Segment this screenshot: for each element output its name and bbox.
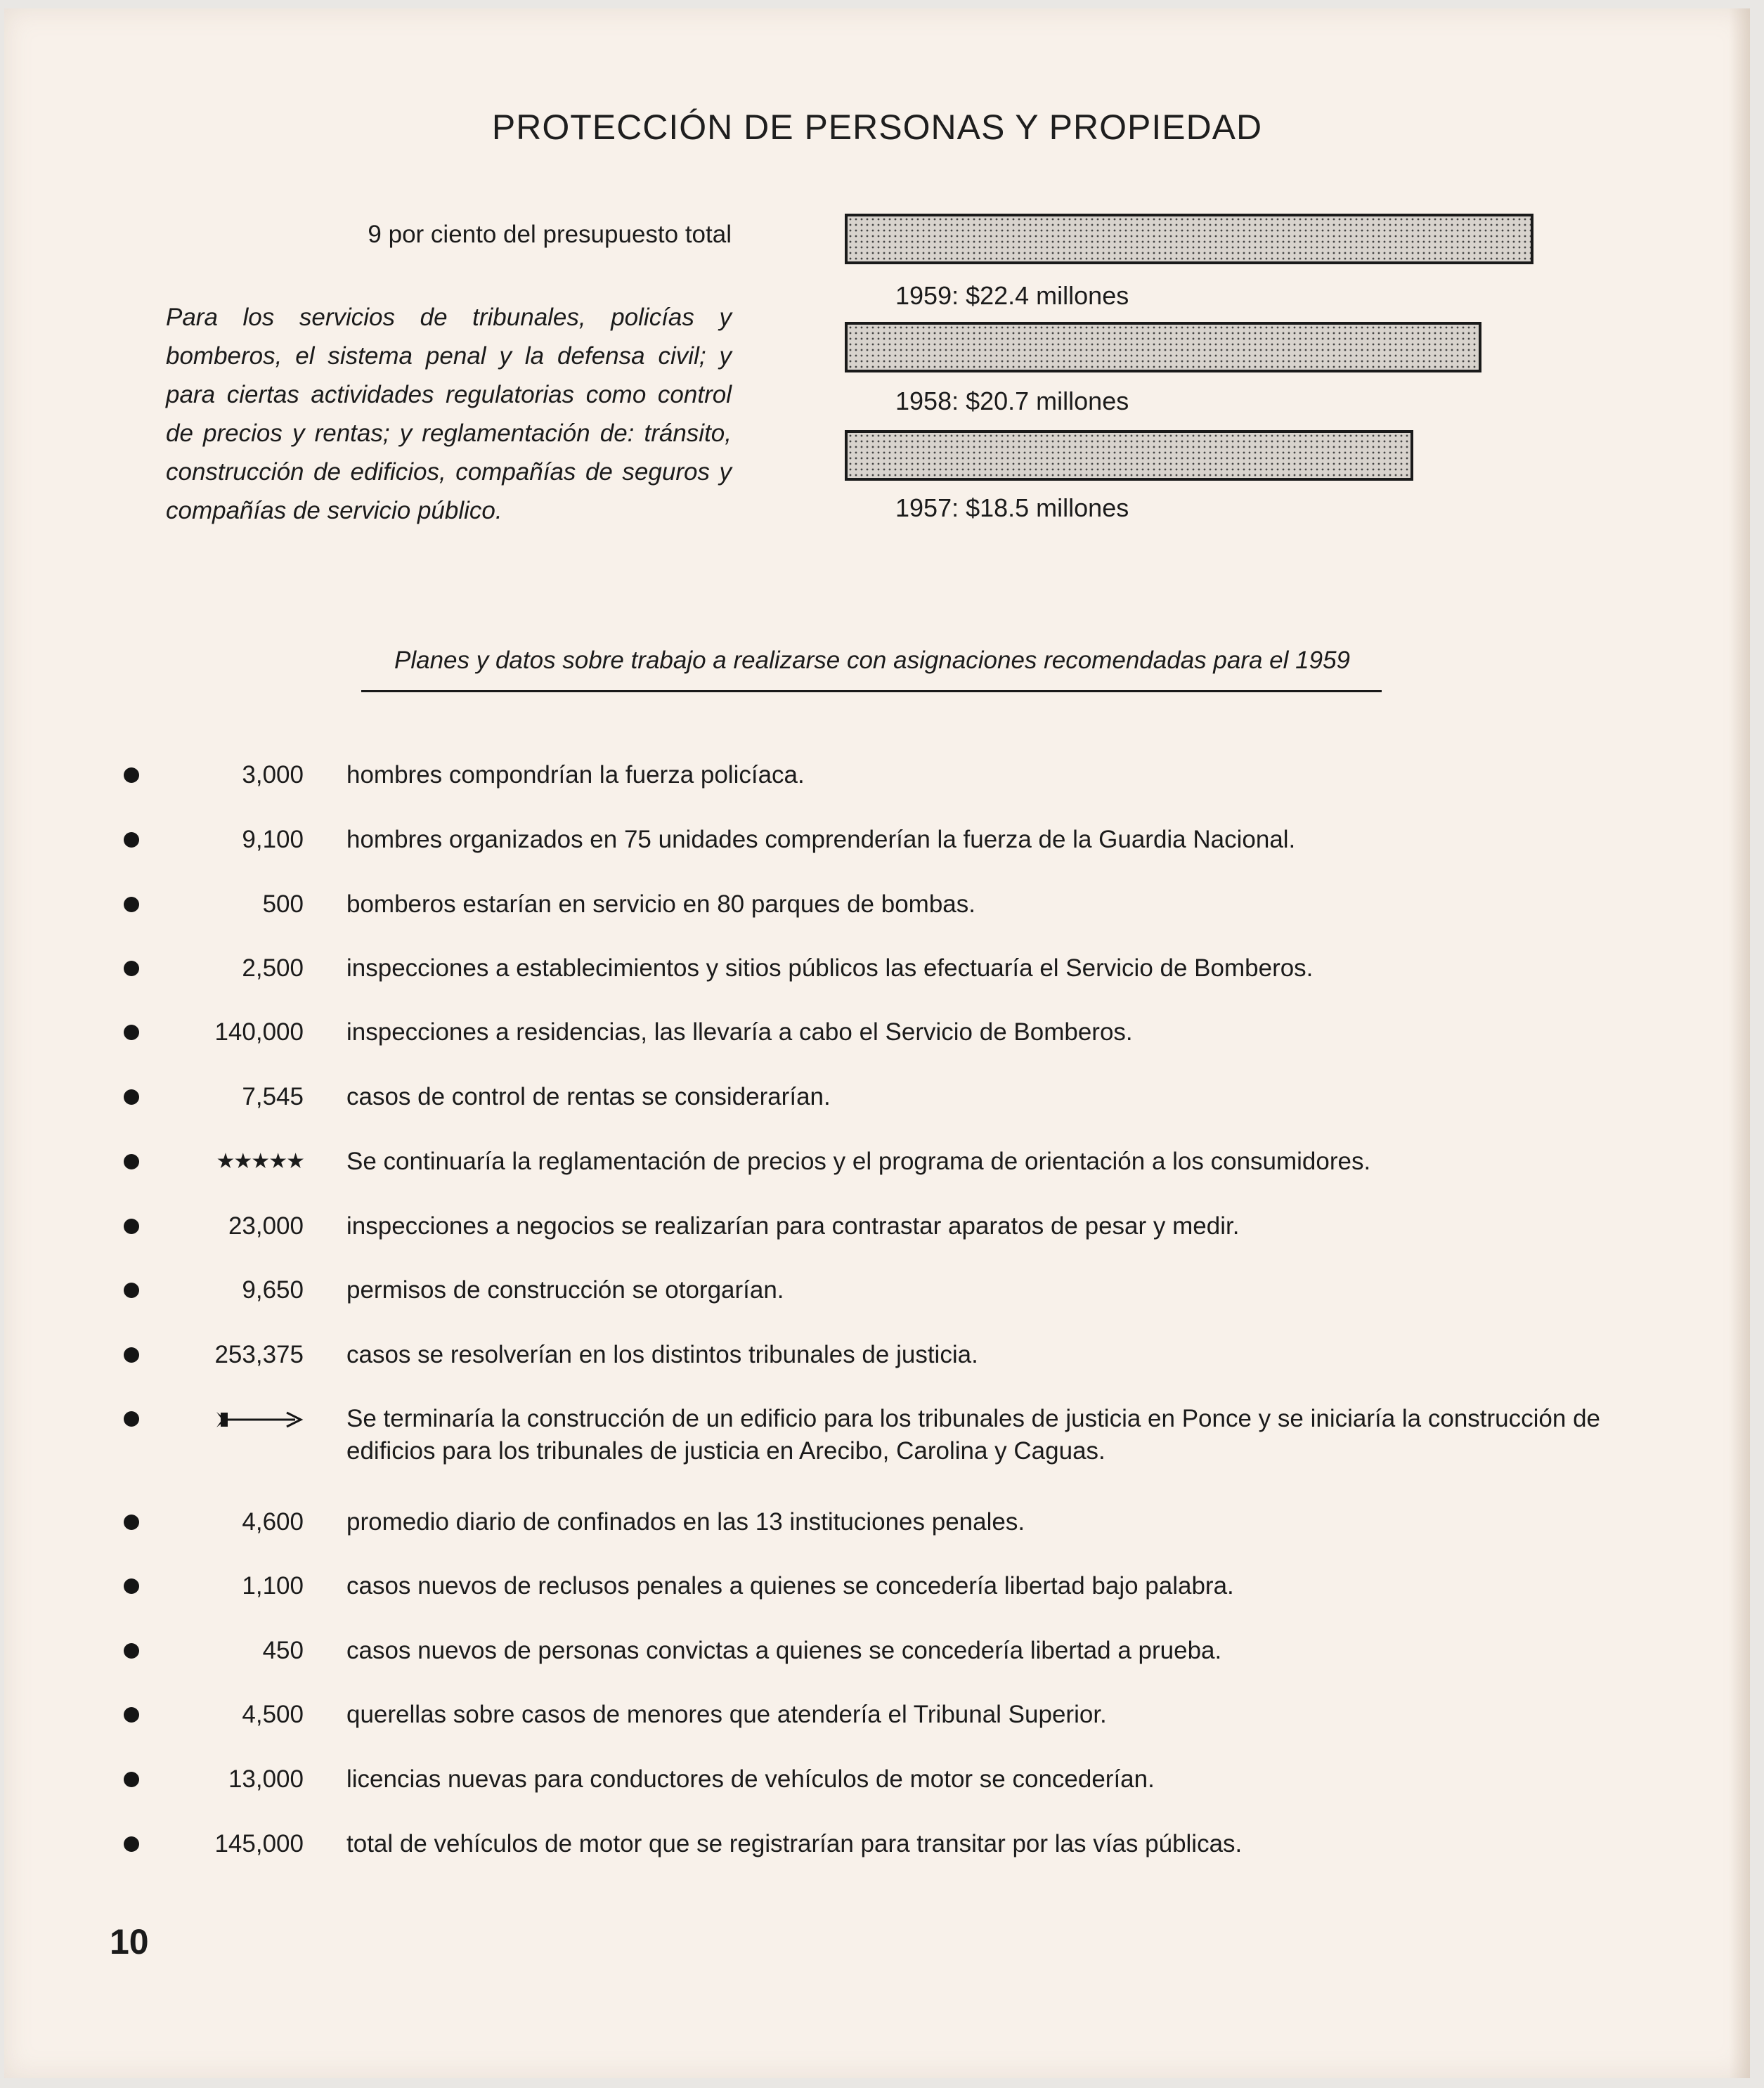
bullet-icon [124,1089,139,1105]
bullet-icon [124,767,139,783]
bar-1957 [845,430,1413,481]
item-text: inspecciones a establecimientos y sitios públicos las efectuaría el Servicio de Bomberos. [346,954,1314,982]
item-value: 145,000 [214,1830,304,1857]
item-text: inspecciones a negocios se realizarían para contrastar aparatos de pesar y medir. [346,1212,1240,1240]
bullet-icon [124,832,139,848]
item-text: inspecciones a residencias, las llevaría a cabo el Servicio de Bomberos. [346,1018,1133,1046]
item-text: hombres organizados en 75 unidades comprenderían la fuerza de la Guardia Nacional. [346,826,1296,853]
item-text: casos nuevos de personas convictas a quienes se concedería libertad a prueba. [346,1637,1222,1664]
bar-label-1958: 1958: $20.7 millones [895,387,1129,415]
item-value: 4,600 [242,1508,304,1536]
bullet-icon [124,1411,139,1427]
item-value: 1,100 [242,1572,304,1600]
budget-description: Para los servicios de tribunales, policías y bomberos, el sistema penal y la defensa civil; y para ciertas actividades regulatorias como control de precios y rentas; y reglamentación de: tránsito, construcción de edificios, compañías de seguros y compañías de servicio público. [166,304,732,524]
item-text: bomberos estarían en servicio en 80 parques de bombas. [346,890,975,918]
item-text: Se continuaría la reglamentación de precios y el programa de orientación a los consumidores. [346,1148,1371,1175]
item-value: 3,000 [242,761,304,789]
arrow-icon [216,1410,305,1429]
bullet-icon [124,1515,139,1530]
heading-rule [361,690,1382,692]
item-value: 7,545 [242,1083,304,1110]
item-text: total de vehículos de motor que se registrarían para transitar por las vías públicas. [346,1830,1243,1857]
item-text: permisos de construcción se otorgarían. [346,1276,784,1304]
bar-label-1959: 1959: $22.4 millones [895,281,1129,310]
bullet-icon [124,1283,139,1298]
bullet-icon [124,1643,139,1659]
bullet-icon [124,1578,139,1594]
page-number: 10 [110,1922,149,1961]
item-value: 23,000 [228,1212,304,1240]
budget-percent: 9 por ciento del presupuesto total [368,221,732,248]
bullet-icon [124,961,139,976]
item-text: hombres compondrían la fuerza policíaca. [346,761,805,789]
bullet-icon [124,1219,139,1234]
item-value: 9,650 [242,1276,304,1304]
bullet-icon [124,897,139,912]
bullet-icon [124,1836,139,1852]
item-value: 253,375 [214,1341,304,1368]
plans-heading: Planes y datos sobre trabajo a realizarse con asignaciones recomendadas para el 1959 [394,647,1350,674]
item-value: 9,100 [242,826,304,853]
item-text: casos se resolverían en los distintos tribunales de justicia. [346,1341,978,1368]
item-value: 4,500 [242,1701,304,1728]
page-edge-shade [1729,8,1750,2078]
document-page [4,8,1750,2078]
page-title: PROTECCIÓN DE PERSONAS Y PROPIEDAD [491,108,1263,147]
bar-label-1957: 1957: $18.5 millones [895,493,1129,522]
item-text: promedio diario de confinados en las 13 instituciones penales. [346,1508,1025,1536]
item-text: licencias nuevas para conductores de vehículos de motor se concederían. [346,1765,1155,1793]
bar-1958 [845,322,1481,372]
item-value: 140,000 [214,1018,304,1046]
item-text: casos nuevos de reclusos penales a quienes se concedería libertad bajo palabra. [346,1572,1234,1600]
item-text: querellas sobre casos de menores que atendería el Tribunal Superior. [346,1701,1107,1728]
item-value: 500 [262,890,304,918]
bullet-icon [124,1772,139,1787]
item-text: casos de control de rentas se considerarían. [346,1083,831,1110]
stars-icon: ★★★★★ [216,1150,304,1173]
bullet-icon [124,1025,139,1040]
item-value: 450 [262,1637,304,1664]
item-text: Se terminaría la construcción de un edificio para los tribunales de justicia en Ponce y se iniciaría la construcción de edificios para los tribunales de justicia en Arecibo, Carolina y Caguas. [346,1405,1601,1465]
bar-1959 [845,214,1533,264]
bullet-icon [124,1347,139,1363]
bullet-icon [124,1154,139,1169]
item-value: 13,000 [228,1765,304,1793]
item-value: 2,500 [242,954,304,982]
bullet-icon [124,1707,139,1723]
